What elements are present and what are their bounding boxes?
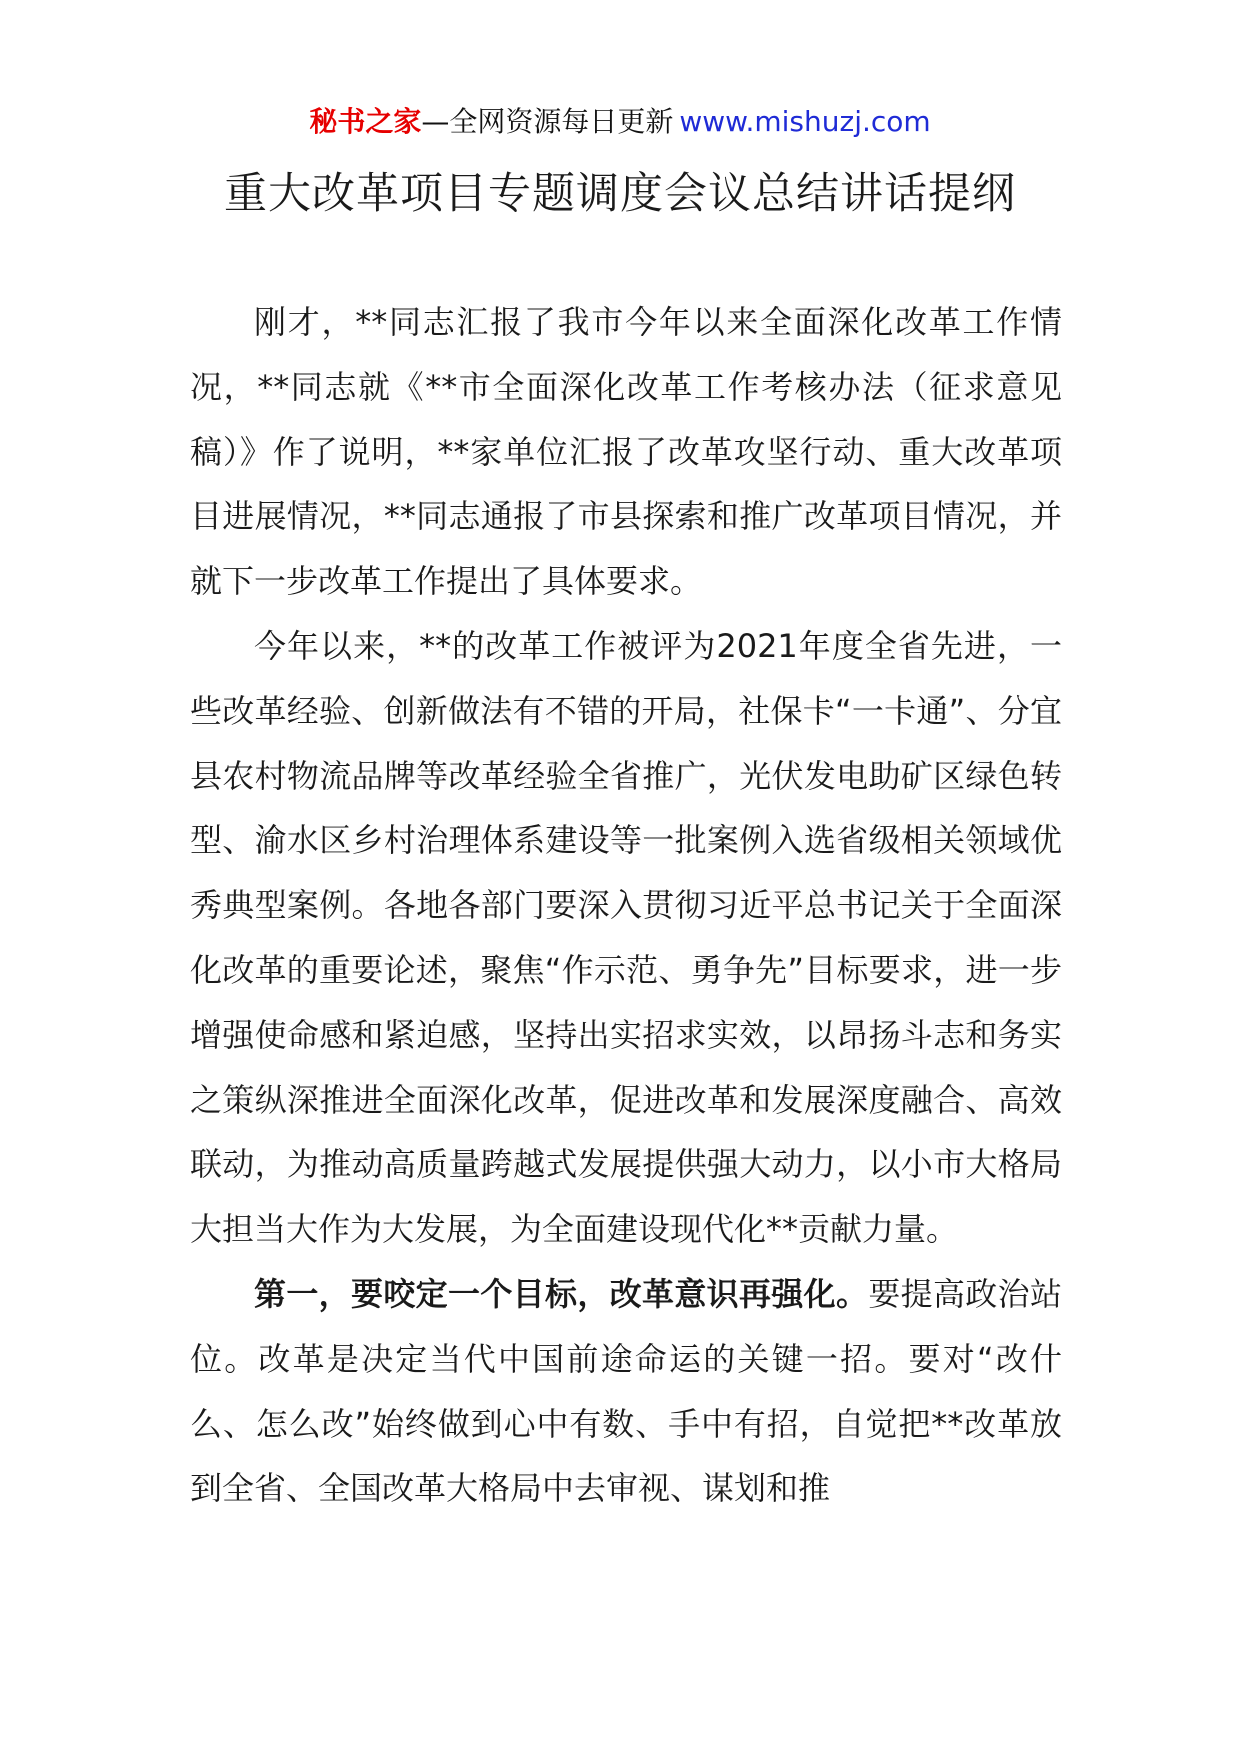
- paragraph-text: 要提高政治站位。改革是决定当代中国前途命运的关键一招。要对“改什么、怎么改”始终做到心中有数、手中有招，自觉把**改革放到全省、全国改革大格局中去审视、谋划和推: [190, 1274, 1062, 1508]
- document-body: [190, 290, 1062, 1521]
- paragraph: [190, 614, 1062, 1262]
- paragraph-text: 今年以来，**的改革工作被评为2021年度全省先进，一些改革经验、创新做法有不错的开局，社保卡“一卡通”、分宜县农村物流品牌等改革经验全省推广，光伏发电助矿区绿色转型、渝水区乡村治理体系建设等一批案例入选省级相关领域优秀典型案例。各地各部门要深入贯彻习近平总书记关于全面深化改革的重要论述，聚焦“作示范、勇争先”目标要求，进一步增强使命感和紧迫感，坚持出实招求实效，以昂扬斗志和务实之策纵深推进全面深化改革，促进改革和发展深度融合、高效联动，为推动高质量跨越式发展提供强大动力，以小市大格局大担当大作为大发展，为全面建设现代化**贡献力量。: [190, 626, 1062, 1249]
- site-url[interactable]: www.mishuzj.com: [679, 105, 931, 138]
- paragraph-lead: 第一，要咬定一个目标，改革意识再强化。: [254, 1274, 869, 1313]
- document-title: 重大改革项目专题调度会议总结讲话提纲: [224, 169, 1016, 219]
- site-header: [0, 100, 1240, 144]
- brand-name: 秘书之家: [309, 105, 422, 138]
- paragraph-text: 刚才，**同志汇报了我市今年以来全面深化改革工作情况，**同志就《**市全面深化改革工作考核办法（征求意见稿）》作了说明，**家单位汇报了改革攻坚行动、重大改革项目进展情况，**同志通报了市县探索和推广改革项目情况，并就下一步改革工作提出了具体要求。: [190, 303, 1062, 601]
- header-tagline: —全网资源每日更新: [421, 105, 674, 138]
- paragraph: [190, 1262, 1062, 1521]
- paragraph: [190, 290, 1062, 614]
